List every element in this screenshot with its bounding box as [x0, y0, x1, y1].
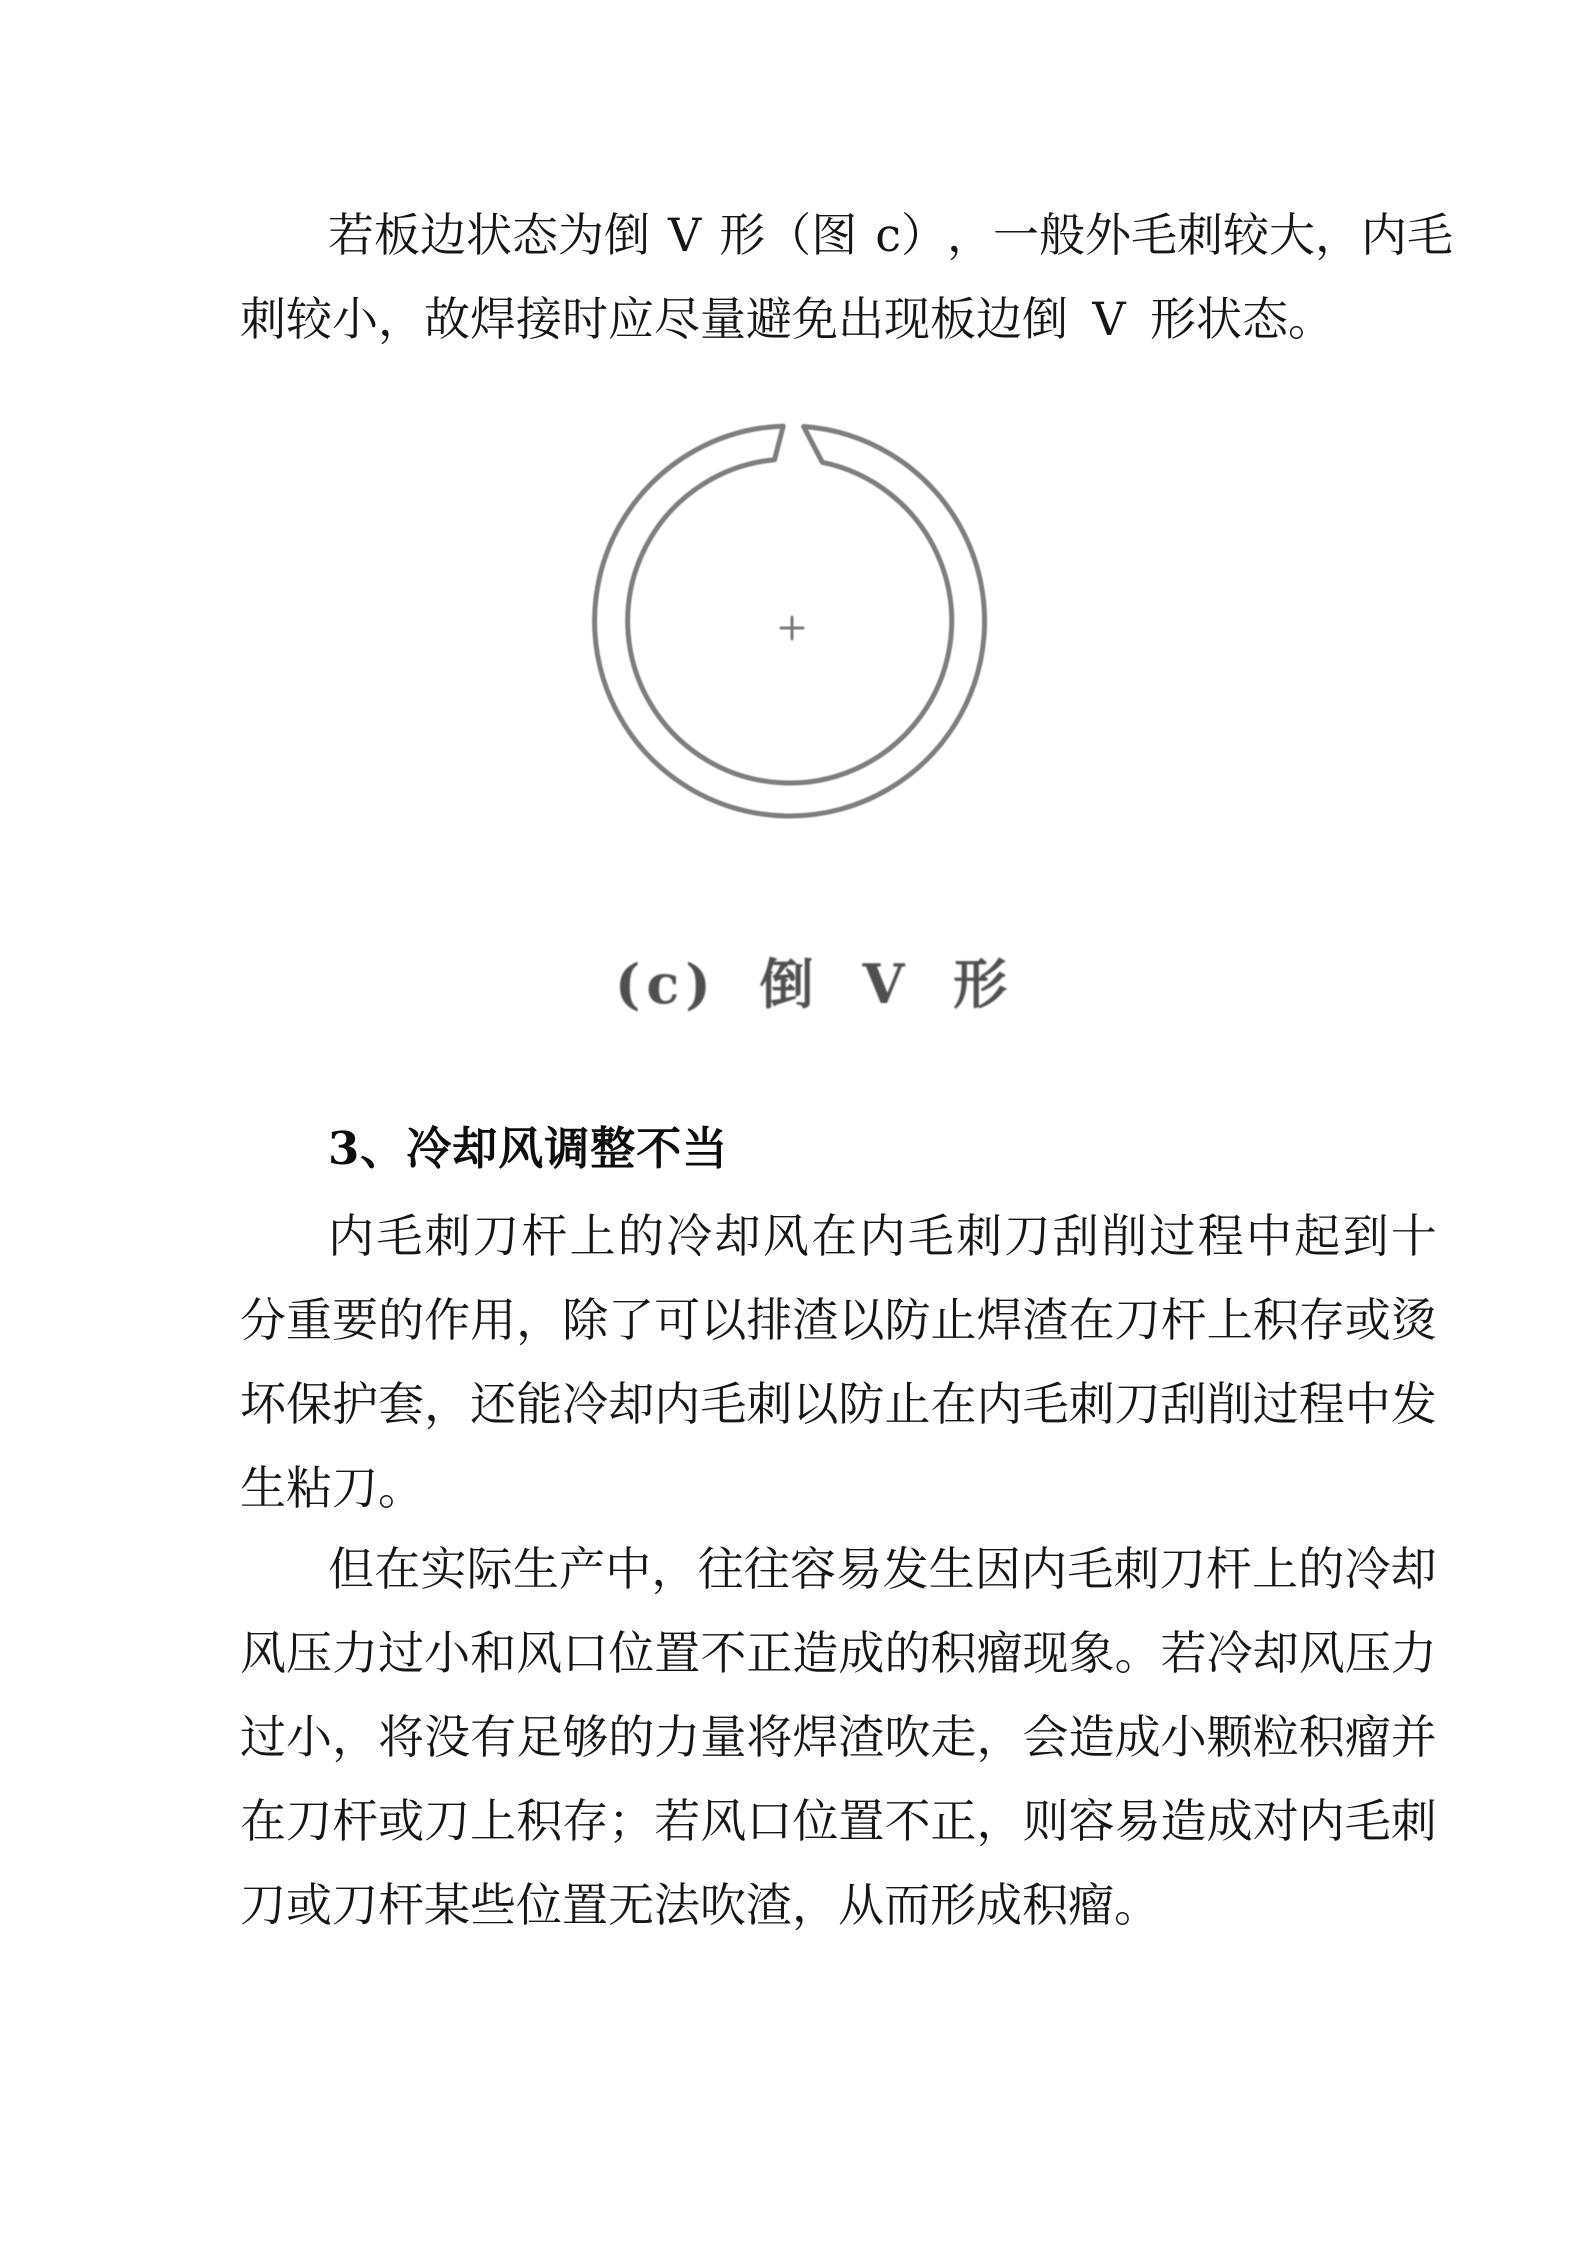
intro-paragraph — [240, 193, 1453, 361]
body-text-line: 分 重 要 的 作 用 ， 除 了 可 以 排 渣 以 防 止 焊 渣 在 刀 杆 上 积 存 或 烫 — [240, 1293, 1437, 1347]
body-text-line: 在 刀 杆 或 刀 上 积 存 ； 若 风 口 位 置 不 正 ， 则 容 易 造 成 对 内 毛 刺 — [240, 1794, 1437, 1848]
paragraph-production-issues — [240, 1527, 1437, 1947]
body-text-line: 过 小 ， 将 没 有 足 够 的 力 量 将 焊 渣 吹 走 ， 会 造 成 小 颗 粒 积 瘤 并 — [240, 1710, 1437, 1764]
body-text-line: 但 在 实 际 生 产 中 ， 往 往 容 易 发 生 因 内 毛 刺 刀 杆 上 的 冷 却 — [328, 1542, 1437, 1596]
body-text-line: 刺较小，故焊接时应尽量避免出现板边倒 V 形状态。 — [240, 292, 1334, 346]
ring-with-gap-shape — [595, 426, 985, 816]
body-text-line: 若 板 边 状 态 为 倒 V 形 （ 图 c ） ， 一 般 外 毛 刺 较 大 ， 内 毛 — [328, 208, 1453, 262]
paragraph-cooling-air — [240, 1194, 1437, 1530]
body-text-line: 刀或刀杆某些位置无法吹渣，从而形成积瘤。 — [240, 1878, 1160, 1932]
center-cross-icon — [781, 617, 803, 639]
body-text-line: 风 压 力 过 小 和 风 口 位 置 不 正 造 成 的 积 瘤 现 象 。 若 冷 却 风 压 力 — [240, 1626, 1437, 1680]
body-text-line: 生粘刀。 — [240, 1461, 424, 1515]
body-text-line: 坏 保 护 套 ， 还 能 冷 却 内 毛 刺 以 防 止 在 内 毛 刺 刀 刮 削 过 程 中 发 — [240, 1377, 1437, 1431]
body-text-line: 内 毛 刺 刀 杆 上 的 冷 却 风 在 内 毛 刺 刀 刮 削 过 程 中 起 到 十 — [328, 1209, 1437, 1263]
pipe-cross-section-diagram — [590, 421, 990, 821]
section-heading: 3、冷却风调整不当 — [328, 1122, 729, 1175]
figure-caption: (c) 倒 V 形 — [614, 952, 1014, 1016]
